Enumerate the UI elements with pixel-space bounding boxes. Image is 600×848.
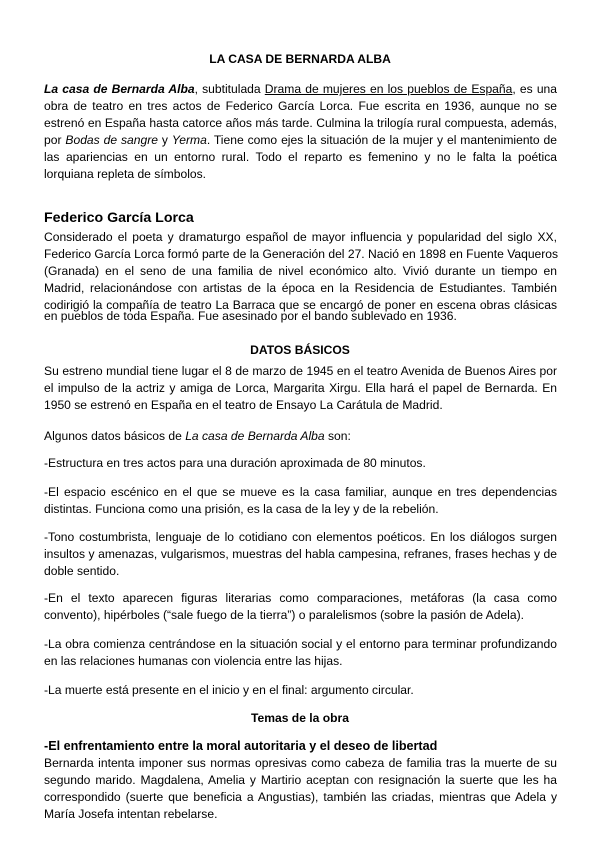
basics-text: son: <box>324 429 351 443</box>
themes-line: segundo marido. Magdalena, Amelia y Martirio aceptan con resignación la suerte que les ha <box>44 773 557 787</box>
author-heading: Federico García Lorca <box>44 210 194 226</box>
themes-line: María Josefa intentan rebelarse. <box>44 807 218 821</box>
intro-line-3: estrenó en España hasta catorce años más tarde. Culmina la trilogía rural compuesta, además, <box>44 116 557 130</box>
basics-line: Su estreno mundial tiene lugar el 8 de marzo de 1945 en el teatro Avenida de Buenos Aires por <box>44 364 557 378</box>
themes-heading: Temas de la obra <box>251 711 349 725</box>
basics-item-4: -En el texto aparecen figuras literarias como comparaciones, metáforas (la casa como <box>44 591 557 605</box>
intro-line-1 <box>44 82 557 97</box>
basics-text: Algunos datos básicos de <box>44 429 186 443</box>
intro-text: , es una <box>512 82 557 96</box>
intro-line-4 <box>44 133 557 148</box>
basics-heading: DATOS BÁSICOS <box>250 343 350 357</box>
basics-item-3: doble sentido. <box>44 564 120 578</box>
author-line: Madrid, relacionándose con artistas de la época en la Residencia de Estudiantes. También <box>44 281 557 295</box>
themes-subheading: -El enfrentamiento entre la moral autoritaria y el deseo de libertad <box>44 739 438 753</box>
author-line: Considerado el poeta y dramaturgo español de mayor influencia y popularidad del siglo XX, <box>44 230 557 244</box>
basics-item-4: convento), hipérboles (“sale fuego de la tierra”) o paralelismos (sobre la pasión de Adela). <box>44 608 524 622</box>
basics-work-title: La casa de Bernarda Alba <box>185 429 325 443</box>
intro-line-6: lorquiana repleta de símbolos. <box>44 167 207 181</box>
author-line: codirigió la compañía de teatro La Barraca que se encargó de poner en escena obras clásicas <box>44 298 557 312</box>
intro-work-bodas: Bodas de sangre <box>65 133 158 147</box>
themes-line: correspondido (suerte que beneficia a Angustias), también las criadas, mientras que Adela y <box>44 790 557 804</box>
basics-line: el impulso de la actriz y amiga de Lorca, Margarita Xirgu. Ella hará el papel de Bernarda. En <box>44 381 557 395</box>
intro-line-5: las apariencias en un entorno rural. Todo el reparto es femenino y no le falta la poética <box>44 150 557 164</box>
basics-item-6: -La muerte está presente en el inicio y en el final: argumento circular. <box>44 683 414 697</box>
basics-intro-line <box>44 429 351 444</box>
intro-work-title: La casa de Bernarda Alba <box>44 82 195 96</box>
themes-line: Bernarda intenta imponer sus normas opresivas como cabeza de familia tras la muerte de su <box>44 756 557 770</box>
intro-text: . Tiene como ejes la situación de la mujer y el mantenimiento de <box>206 133 557 147</box>
basics-item-1: -Estructura en tres actos para una duración aproximada de 80 minutos. <box>44 456 426 470</box>
intro-text: por <box>44 133 66 147</box>
basics-item-3: -Tono costumbrista, lenguaje de lo cotidiano con elementos poéticos. En los diálogos surgen <box>44 530 557 544</box>
basics-item-3: insultos y amenazas, vulgarismos, muestras del habla campesina, refranes, frases hechas y de <box>44 547 557 561</box>
basics-line: 1950 se estrenó en España en el teatro de Ensayo La Carátula de Madrid. <box>44 398 443 412</box>
basics-item-2: -El espacio escénico en el que se mueve es la casa familiar, aunque en tres dependencias <box>44 485 557 499</box>
author-line: (Granada) en el seno de una familia de nivel económico alto. Vivió durante un tiempo en <box>44 264 557 278</box>
document-title: LA CASA DE BERNARDA ALBA <box>209 52 391 66</box>
basics-item-5: -La obra comienza centrándose en la situación social y el entorno para terminar profundizando <box>44 637 557 651</box>
intro-subtitle: Drama de mujeres en los pueblos de España <box>264 82 513 96</box>
intro-text: y <box>157 133 172 147</box>
basics-item-2: distintas. Funciona como una prisión, es la casa de la ley y de la rebelión. <box>44 502 439 516</box>
author-line: Federico García Lorca formó parte de la Generación del 27. Nació en 1898 en Fuente Vaqueros <box>44 247 559 261</box>
intro-text: , subtitulada <box>194 82 265 96</box>
intro-line-2: obra de teatro en tres actos de Federico García Lorca. Fue escrita en 1936, aunque no se <box>44 99 557 113</box>
intro-work-yerma: Yerma <box>171 133 207 147</box>
author-line: en pueblos de toda España. Fue asesinado por el bando sublevado en 1936. <box>44 309 457 323</box>
basics-item-5: en las relaciones humanas con violencia entre las hijas. <box>44 654 343 668</box>
